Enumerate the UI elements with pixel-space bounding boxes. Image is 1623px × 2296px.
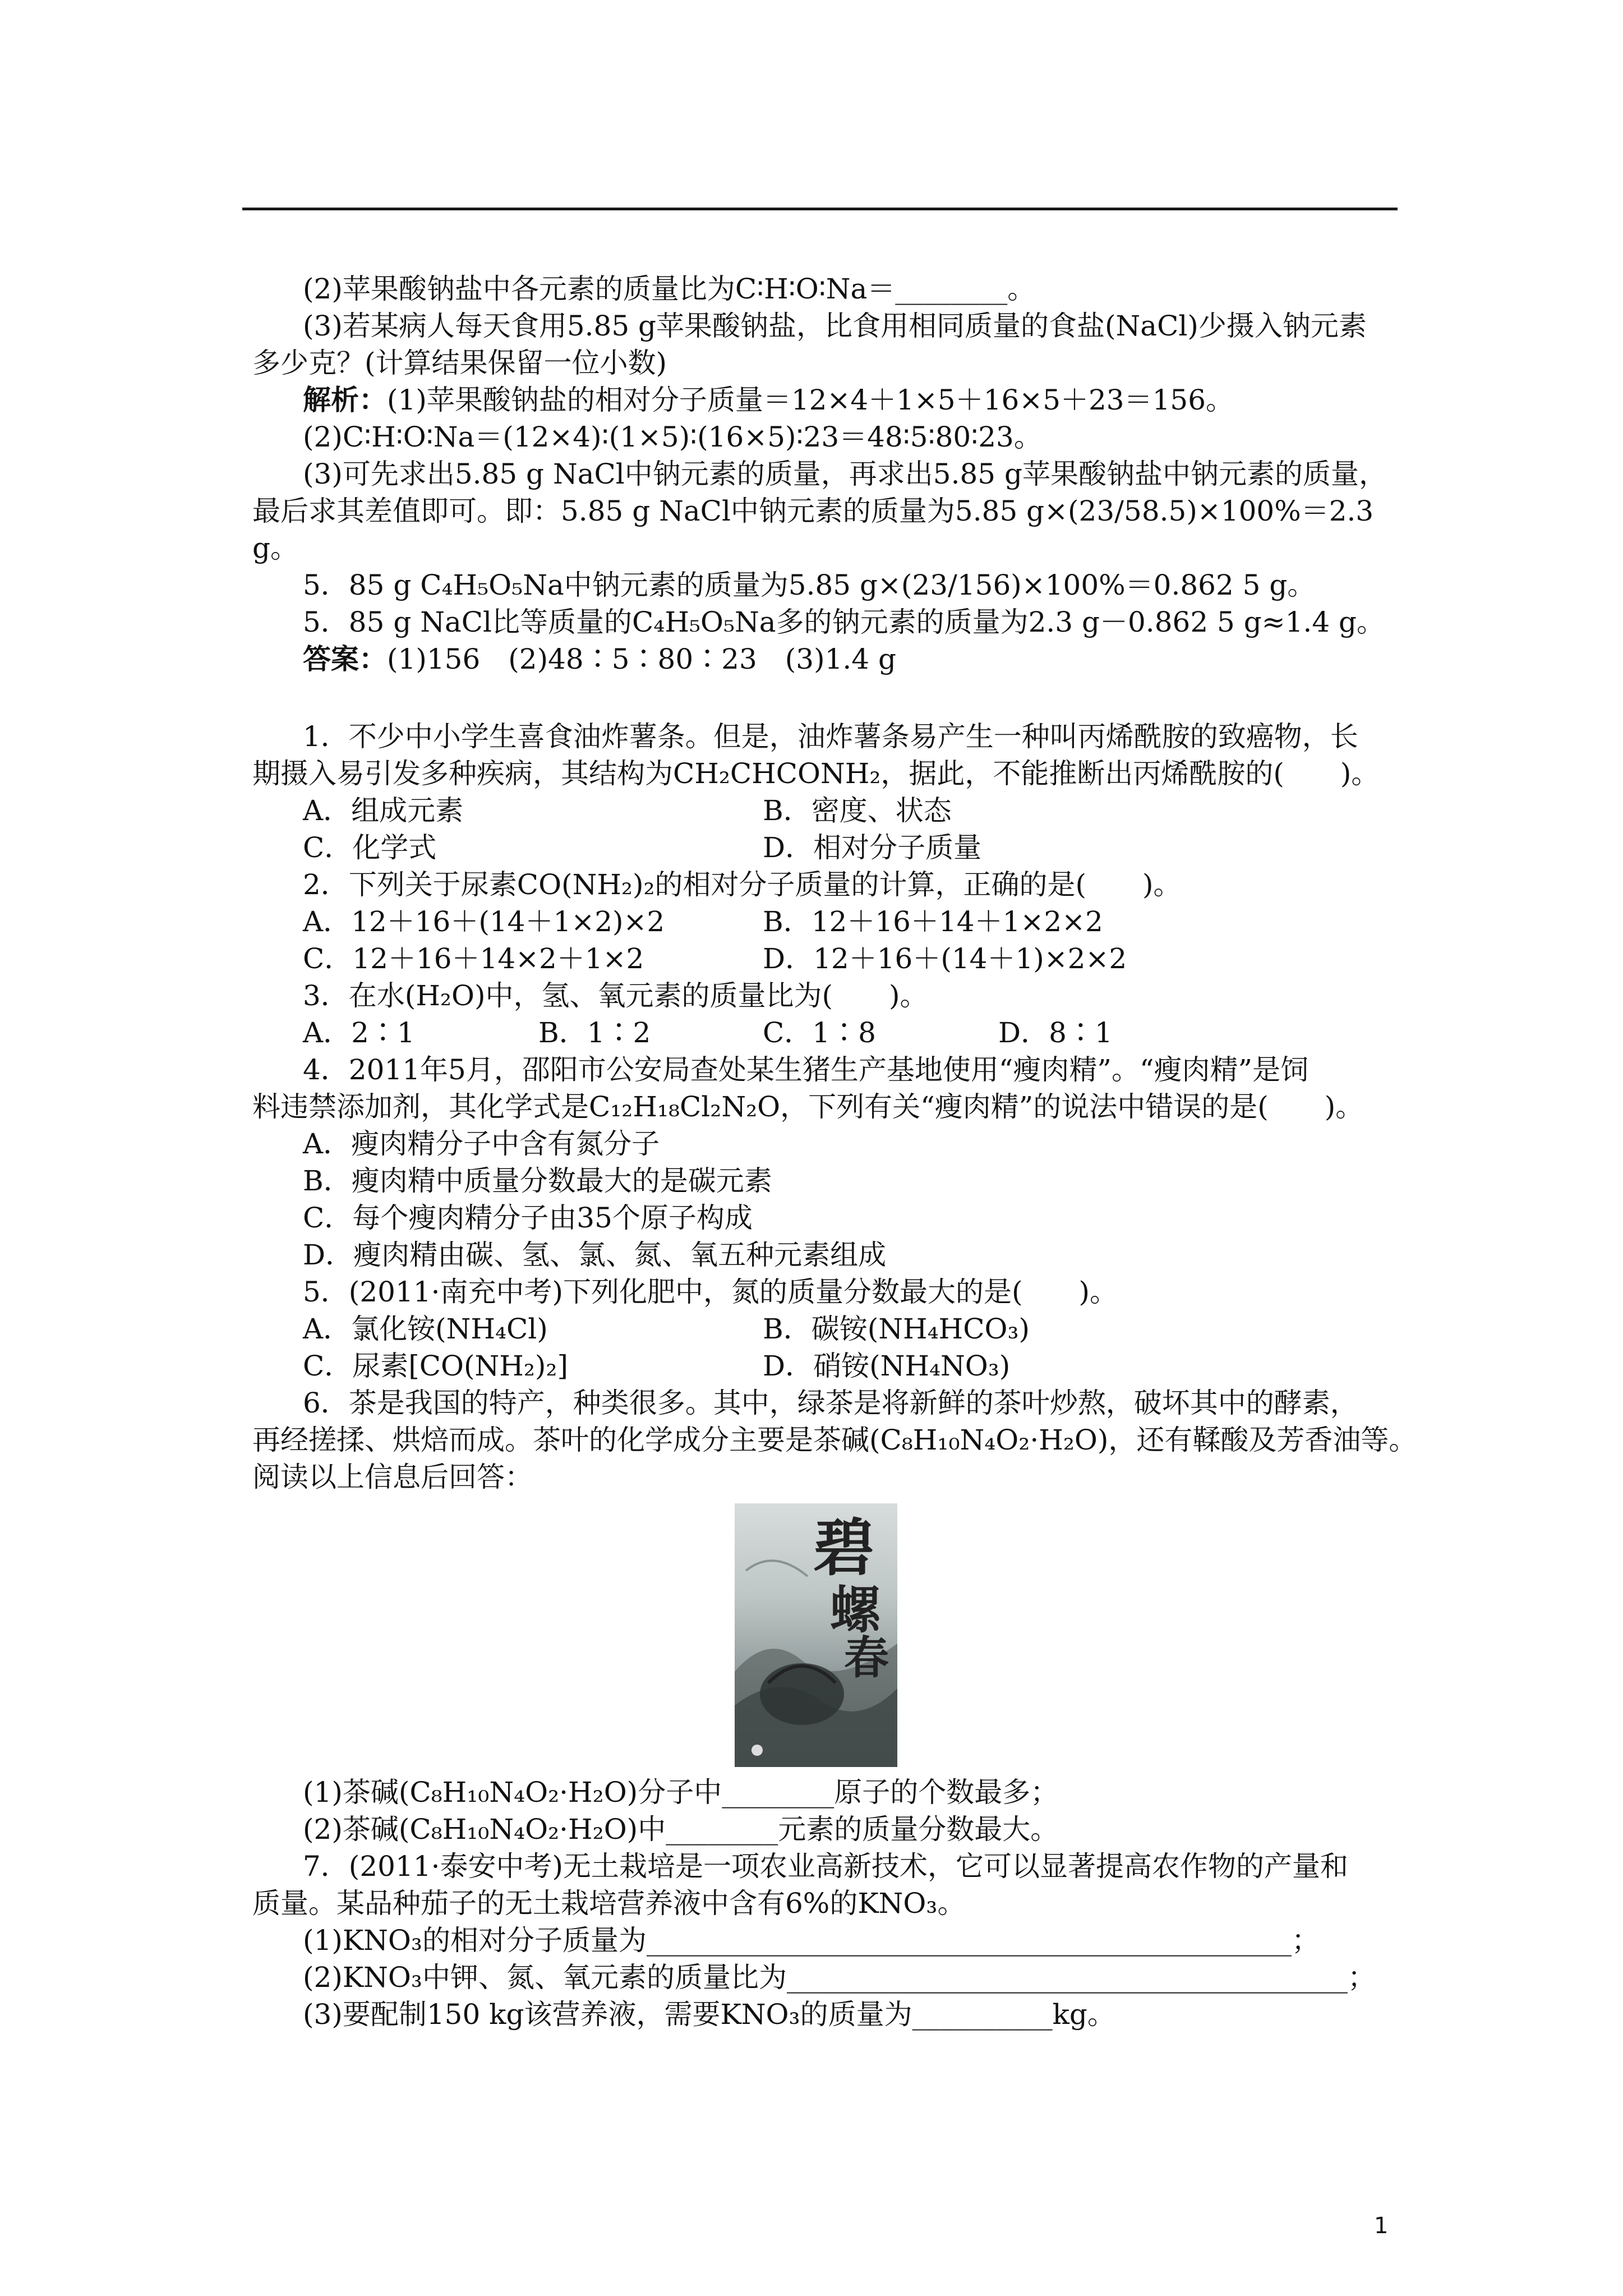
q4-stem: 4．2011年5月，邵阳市公安局查处某生猪生产基地使用“瘦肉精”。“瘦肉精”是饲 <box>303 1053 1309 1086</box>
tea-title-char-3: 春 <box>844 1631 889 1684</box>
q6-stem: 6．茶是我国的特产，种类很多。其中，绿茶是将新鲜的茶叶炒熬，破坏其中的酵素， <box>303 1387 1358 1419</box>
q1-option-d: D．相对分子质量 <box>763 831 982 864</box>
q2-option-a: A．12＋16＋(14＋1×2)×2 <box>303 905 665 938</box>
q6-part2: (2)茶碱(C₈H₁₀N₄O₂·H₂O)中________元素的质量分数最大。 <box>303 1813 1059 1846</box>
analysis-line-4: 最后求其差值即可。即：5.85 g NaCl中钠元素的质量为5.85 g×(23/58.5)×100%＝2.3 <box>252 495 1374 527</box>
q-part2: (2)苹果酸钠盐中各元素的质量比为C∶H∶O∶Na＝________。 <box>303 273 1036 305</box>
q6-part1: (1)茶碱(C₈H₁₀N₄O₂·H₂O)分子中________原子的个数最多； <box>303 1776 1059 1809</box>
page-number: 1 <box>1374 2213 1389 2239</box>
q3-option-b: B．1∶2 <box>538 1016 651 1049</box>
q7-stem: 7．(2011·泰安中考)无土栽培是一项农业高新技术，它可以显著提高农作物的产量和 <box>303 1850 1348 1883</box>
q2-option-b: B．12＋16＋14＋1×2×2 <box>763 905 1103 938</box>
answer-line: 答案：(1)156 (2)48∶5∶80∶23 (3)1.4 g <box>303 642 897 675</box>
q5-option-a: A．氯化铵(NH₄Cl) <box>303 1313 548 1345</box>
q1-stem: 1．不少中小学生喜食油炸薯条。但是，油炸薯条易产生一种叫丙烯酰胺的致癌物，长 <box>303 720 1358 753</box>
tea-title-char-1: 碧 <box>813 1512 875 1584</box>
q5-option-b: B．碳铵(NH₄HCO₃) <box>763 1313 1030 1345</box>
q2-option-c: C．12＋16＋14×2＋1×2 <box>303 942 644 975</box>
q4-option-b: B．瘦肉精中质量分数最大的是碳元素 <box>303 1165 772 1197</box>
q1-option-b: B．密度、状态 <box>763 794 952 827</box>
q3-option-c: C．1∶8 <box>763 1016 876 1049</box>
header-rule <box>242 208 1398 210</box>
tea-package-image <box>735 1503 897 1767</box>
analysis-line-1: 解析：(1)苹果酸钠盐的相对分子质量＝12×4＋1×5＋16×5＋23＝156。 <box>303 383 1234 416</box>
q4-stem-cont: 料违禁添加剂，其化学式是C₁₂H₁₈Cl₂N₂O，下列有关“瘦肉精”的说法中错误的是( )。 <box>252 1091 1364 1123</box>
analysis-line-3: (3)可先求出5.85 g NaCl中钠元素的质量，再求出5.85 g苹果酸钠盐中钠元素的质量， <box>303 458 1387 490</box>
q5-stem: 5．(2011·南充中考)下列化肥中，氮的质量分数最大的是( )。 <box>303 1276 1118 1308</box>
q7-part1: (1)KNO₃的相对分子质量为______________________________________________； <box>303 1924 1320 1957</box>
q4-option-a: A．瘦肉精分子中含有氮分子 <box>303 1128 660 1160</box>
q7-part2: (2)KNO₃中钾、氮、氧元素的质量比为________________________________________； <box>303 1961 1376 1994</box>
calc-line-1: 5．85 g C₄H₅O₅Na中钠元素的质量为5.85 g×(23/156)×100%＝0.862 5 g。 <box>303 569 1316 601</box>
q3-stem: 3．在水(H₂O)中，氢、氧元素的质量比为( )。 <box>303 979 928 1012</box>
tea-title-char-2: 螺 <box>830 1580 880 1640</box>
q7-stem-cont: 质量。某品种茄子的无土栽培营养液中含有6%的KNO₃。 <box>252 1887 966 1920</box>
q3-option-a: A．2∶1 <box>303 1016 415 1049</box>
q2-stem: 2．下列关于尿素CO(NH₂)₂的相对分子质量的计算，正确的是( )。 <box>303 868 1182 901</box>
q1-option-c: C．化学式 <box>303 831 437 864</box>
q-part3-cont: 多少克？(计算结果保留一位小数) <box>252 347 667 379</box>
q2-option-d: D．12＋16＋(14＋1)×2×2 <box>763 942 1127 975</box>
q5-option-c: C．尿素[CO(NH₂)₂] <box>303 1350 568 1382</box>
q-part3: (3)若某病人每天食用5.85 g苹果酸钠盐，比食用相同质量的食盐(NaCl)少摄入钠元素 <box>303 310 1367 342</box>
calc-line-2: 5．85 g NaCl比等质量的C₄H₅O₅Na多的钠元素的质量为2.3 g－0.862 5 g≈1.4 g。 <box>303 606 1385 638</box>
answer-label: 答案： <box>303 642 387 675</box>
analysis-label: 解析： <box>303 383 387 416</box>
q7-part3: (3)要配制150 kg该营养液，需要KNO₃的质量为__________kg。 <box>303 1998 1115 2031</box>
q6-stem-cont: 再经搓揉、烘焙而成。茶叶的化学成分主要是茶碱(C₈H₁₀N₄O₂·H₂O)，还有鞣酸及芳香油等。 <box>252 1424 1417 1456</box>
q1-stem-cont: 期摄入易引发多种疾病，其结构为CH₂CHCONH₂，据此，不能推断出丙烯酰胺的( )。 <box>252 757 1380 790</box>
analysis-line-2: (2)C∶H∶O∶Na＝(12×4)∶(1×5)∶(16×5)∶23＝48∶5∶80∶23。 <box>303 421 1042 453</box>
q3-option-d: D．8∶1 <box>998 1016 1113 1049</box>
q4-option-c: C．每个瘦肉精分子由35个原子构成 <box>303 1202 753 1234</box>
q5-option-d: D．硝铵(NH₄NO₃) <box>763 1350 1011 1382</box>
q4-option-d: D．瘦肉精由碳、氢、氯、氮、氧五种元素组成 <box>303 1239 887 1271</box>
analysis-line-5: g。 <box>252 532 299 564</box>
q1-option-a: A．组成元素 <box>303 794 464 827</box>
q6-stem-cont2: 阅读以上信息后回答： <box>252 1461 533 1493</box>
